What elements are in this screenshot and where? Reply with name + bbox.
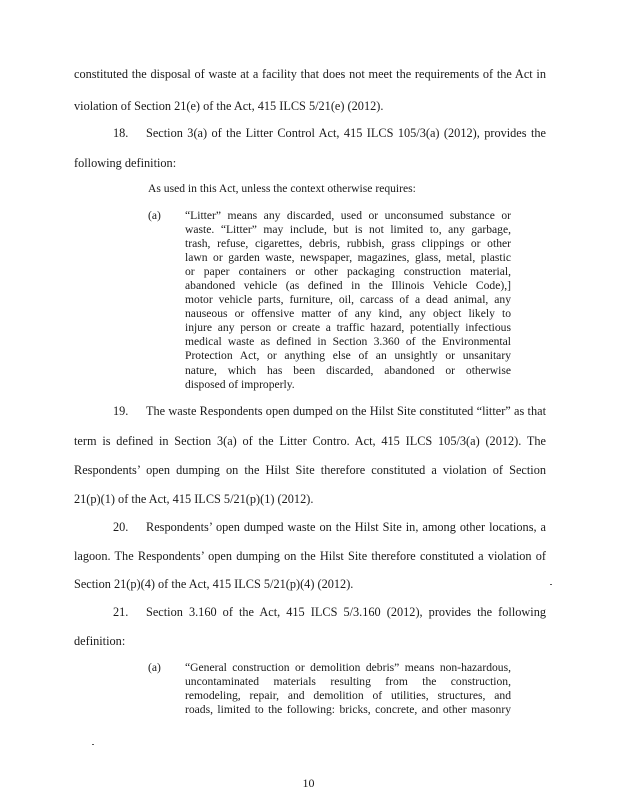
para19-line-4: 21(p)(1) of the Act, 415 ILCS 5/21(p)(1) (2012).: [74, 492, 314, 506]
para21-line-1: Section 3.160 of the Act, 415 ILCS 5/3.160 (2012), provides the following: [146, 605, 546, 619]
quote2-label: (a): [148, 661, 161, 674]
para20-number: 20.: [113, 520, 129, 534]
para19-line-2: term is defined in Section 3(a) of the Litter Contro. Act, 415 ILCS 105/3(a) (2012). The: [74, 434, 546, 448]
para20-line-1: Respondents’ open dumped waste on the Hilst Site in, among other locations, a: [146, 520, 546, 534]
page-number: 10: [302, 776, 315, 790]
quote1-line: nature, which has been discarded, abandoned or otherwise: [185, 363, 511, 377]
quote2-line: uncontaminated materials resulting from the construction,: [185, 675, 511, 689]
quote1-definition: [185, 209, 511, 392]
quote2-line: “General construction or demolition debris” means non-hazardous,: [185, 661, 511, 674]
quote1-intro: As used in this Act, unless the context otherwise requires:: [148, 182, 416, 195]
quote1-line: abandoned vehicle (as defined in the Illinois Vehicle Code),]: [185, 279, 511, 293]
quote2-line: roads, limited to the following: bricks, concrete, and other masonry: [185, 703, 511, 717]
para19-number: 19.: [113, 404, 129, 418]
para21-number: 21.: [113, 605, 129, 619]
quote1-line: lawn or garden waste, newspaper, magazines, glass, metal, plastic: [185, 251, 511, 265]
quote1-line: waste. “Litter” may include, but is not limited to, any garbage,: [185, 223, 511, 237]
quote1-line: “Litter” means any discarded, used or unconsumed substance or: [185, 209, 511, 222]
quote1-line: Protection Act, or anything else of an unsightly or unsanitary: [185, 349, 511, 363]
quote1-line: or paper containers or other packaging construction material,: [185, 265, 511, 279]
quote1-line: nauseous or offensive matter of any kind, any object likely to: [185, 307, 511, 321]
scan-speck: [92, 744, 94, 745]
para17-line-1: constituted the disposal of waste at a facility that does not meet the requirements of the Act in: [74, 67, 546, 81]
para18-line-1: Section 3(a) of the Litter Control Act, 415 ILCS 105/3(a) (2012), provides the: [146, 126, 546, 140]
para17-line-2: violation of Section 21(e) of the Act, 415 ILCS 5/21(e) (2012).: [74, 99, 384, 113]
para20-line-2: lagoon. The Respondents’ open dumping on the Hilst Site therefore constituted a violation of: [74, 549, 546, 563]
quote1-line: injure any person or create a traffic hazard, potentially infectious: [185, 321, 511, 335]
quote1-line: trash, refuse, cigarettes, debris, rubbish, grass clippings or other: [185, 237, 511, 251]
quote1-line: disposed of improperly.: [185, 377, 295, 391]
para20-line-3: Section 21(p)(4) of the Act, 415 ILCS 5/21(p)(4) (2012).: [74, 577, 354, 591]
quote2-definition: [185, 661, 511, 717]
para21-line-2: definition:: [74, 634, 126, 648]
para18-number: 18.: [113, 126, 129, 140]
scan-speck: [550, 584, 552, 585]
quote1-label: (a): [148, 209, 161, 222]
para18-line-2: following definition:: [74, 156, 177, 170]
quote2-line: remodeling, repair, and demolition of utilities, structures, and: [185, 689, 511, 703]
quote1-line: medical waste as defined in Section 3.360 of the Environmental: [185, 335, 511, 349]
quote1-line: motor vehicle parts, furniture, oil, carcass of a dead animal, any: [185, 293, 511, 307]
para19-line-3: Respondents’ open dumping on the Hilst Site therefore constituted a violation of Section: [74, 463, 546, 477]
para19-line-1: The waste Respondents open dumped on the Hilst Site constituted “litter” as that: [146, 404, 546, 418]
